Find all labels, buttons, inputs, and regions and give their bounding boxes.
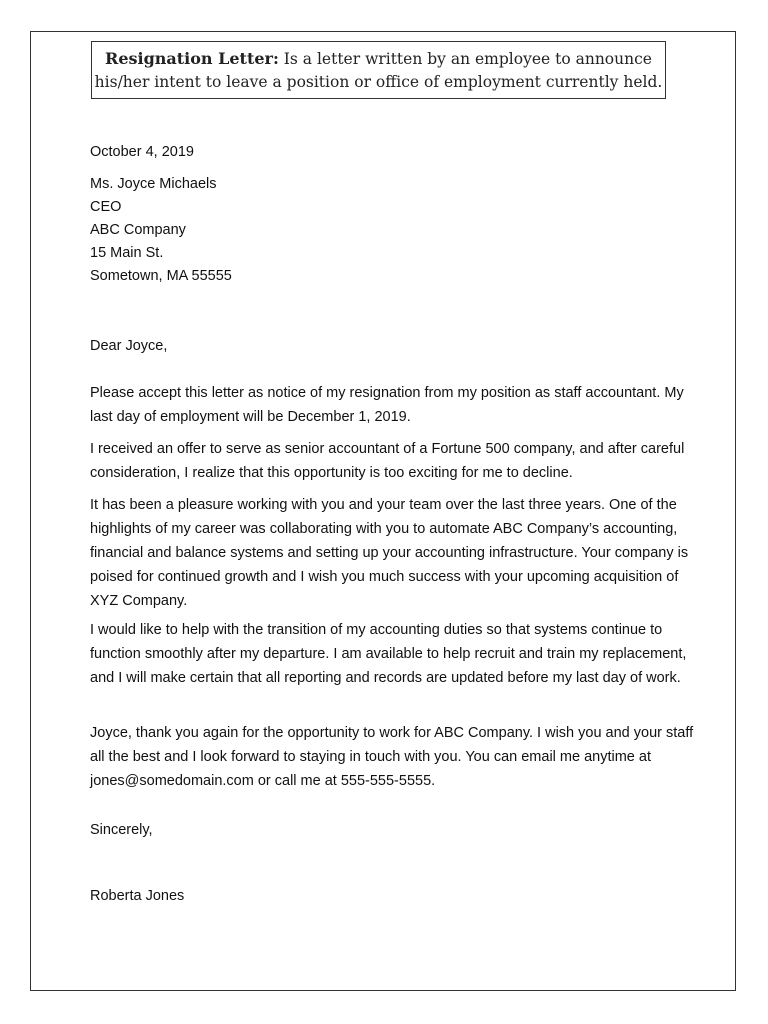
- body-paragraph-2: I received an offer to serve as senior accountant of a Fortune 500 company, and after careful consideration, I realize that this opportunity is too exciting for me to decline.: [90, 440, 685, 481]
- closing: Sincerely,: [90, 822, 153, 838]
- definition-text: Is a letter written by an employee to announce his/her intent to leave a position or office of employment currently held.: [94, 50, 663, 91]
- signature-name: Roberta Jones: [90, 888, 185, 904]
- definition-term: Resignation Letter:: [105, 49, 279, 68]
- body-paragraph-4: I would like to help with the transition of my accounting duties so that systems continue to function smoothly after my departure. I am available to help recruit and train my replacement, and I will make certain that all reporting and records are updated before my last day of work.: [90, 621, 687, 686]
- recipient-company: ABC Company: [90, 222, 186, 238]
- salutation: Dear Joyce,: [90, 338, 168, 354]
- body-paragraph-3: It has been a pleasure working with you and your team over the last three years. One of the highlights of my career was collaborating with you to automate ABC Company’s accounting, financial and balance systems and setting up your accounting infrastructure. Your company is poised for continued growth and I wish you much success with your upcoming acquisition of XYZ Company.: [90, 496, 689, 609]
- recipient-street: 15 Main St.: [90, 245, 164, 261]
- recipient-title: CEO: [90, 199, 122, 215]
- recipient-address-block: [90, 173, 700, 288]
- letter-date: October 4, 2019: [90, 144, 194, 160]
- definition-box: [91, 41, 666, 99]
- recipient-city-state-zip: Sometown, MA 55555: [90, 268, 232, 284]
- recipient-name: Ms. Joyce Michaels: [90, 176, 217, 192]
- body-paragraph-5: Joyce, thank you again for the opportunity to work for ABC Company. I wish you and your staff all the best and I look forward to staying in touch with you. You can email me anytime at jones@somedomain.com or call me at 555-555-5555.: [90, 724, 694, 789]
- body-paragraph-1: Please accept this letter as notice of my resignation from my position as staff accountant. My last day of employment will be December 1, 2019.: [90, 384, 684, 425]
